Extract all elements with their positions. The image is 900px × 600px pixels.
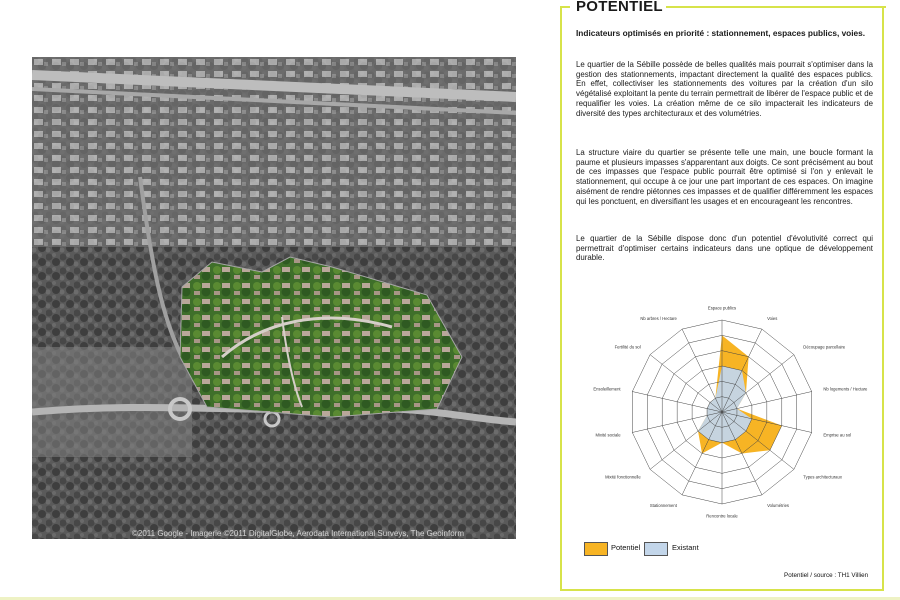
subtitle: Indicateurs optimisés en priorité : stationnement, espaces publics, voies.: [576, 28, 866, 38]
grid-spoke: [650, 355, 722, 412]
legend-label-existant: Existant: [672, 543, 699, 552]
axis-label: Volumétries: [767, 503, 790, 509]
axis-label: Espace publics: [707, 305, 737, 311]
legend-swatch-potentiel: [584, 542, 608, 556]
paragraph: Le quartier de la Sébille possède de belles qualités mais pourrait s'optimiser dans la gestion des stationnements, impactant directement la qualité des espaces publics. En effet, collectiviser les stationnements des voitures par la création d'un silo végétalisé exploitant la pente du terrain permettrait de libérer de l'espace public et de requalifier les voies. La création même de ce silo impacterait les indicateurs de diversité des types architecturaux et des volumétries.: [576, 60, 873, 118]
page-title: POTENTIEL: [576, 0, 663, 15]
paragraph: La structure viaire du quartier se présente telle une main, une boucle formant la paume et plusieurs impasses s'apparentant aux doigts. Ce sont précisément au bout de ces impasses que l'espace public pourrait être optimisé si l'on y enlevait le stationnement, qui occupe à ce jour une part important de ces espaces. On imagine aisément de rendre piétonnes ces impasses et de qualifier différemment les espaces qui les ponctuent, en diversifiant les usages et en encourageant les rencontres.: [576, 148, 873, 206]
source-caption: Potentiel / source : TH1 Villien: [784, 572, 869, 579]
axis-label: Découpage parcellaire: [803, 344, 846, 350]
axis-label: Mixité sociale: [595, 432, 621, 438]
legend-label-potentiel: Potentiel: [611, 543, 641, 552]
axis-label: Fertilité du sol: [614, 344, 641, 350]
map-copyright: ©2011 Google - Imagerie ©2011 DigitalGlobe, Aerodata International Surveys, The Geoinform: [132, 529, 464, 538]
aerial-map: [32, 57, 516, 539]
legend-swatch-existant: [644, 542, 668, 556]
axis-label: Nb logements / Hectare: [823, 386, 868, 392]
axis-label: Types architecturaux: [803, 474, 842, 480]
axis-label: Nb arbres / Hectare: [640, 315, 677, 321]
axis-label: Stationnement: [649, 503, 677, 509]
radar-chart: [570, 300, 880, 530]
paragraph: Le quartier de la Sébille dispose donc d'un potentiel d'évolutivité correct qui permettrait d'optimiser certains indicateurs dans une optique de développement durable.: [576, 234, 873, 263]
axis-label: Voies: [767, 315, 778, 321]
aerial-photo: [32, 57, 516, 539]
axis-label: Emprise au sol: [823, 432, 852, 438]
axis-label: Rencontre locale: [706, 513, 738, 519]
axis-label: Ensoleillement: [593, 386, 621, 392]
axis-label: Mixité fonctionnelle: [605, 474, 641, 480]
grid-spoke: [682, 329, 722, 412]
